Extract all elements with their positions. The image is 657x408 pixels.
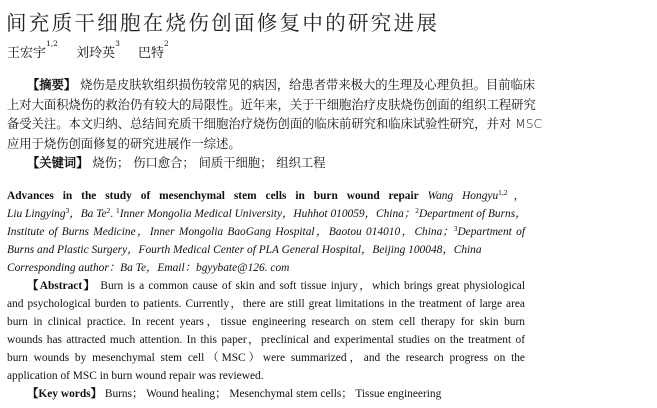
text-segment: wounds has attracted much attention. In this paper，preclinical and experimental studies on the treatment of (7, 334, 525, 346)
section-label: Advances in the study of mesenchymal stem cells in burn wound repair (7, 190, 419, 202)
text-segment: Wang Hongyu (418, 190, 499, 202)
text-segment: Liu Lingying (7, 208, 66, 220)
text-line (7, 76, 536, 96)
text-line (7, 241, 525, 259)
text-segment: Burns and Plastic Surgery，Fourth Medical Center of PLA General Hospital，Beijing 100048，China (7, 244, 482, 256)
text-line (7, 313, 525, 331)
english-header (7, 187, 525, 277)
section-label: 【Key words】 (27, 388, 102, 400)
text-segment: 烧伤是皮肤软组织损伤较常见的病因，给患者带来极大的生理及心理负担。目前临床 (76, 78, 536, 92)
text-line (7, 259, 525, 277)
author-name: 巴特 (138, 46, 165, 61)
text-segment: Institute of Burns Medicine，Inner Mongolia BaoGang Hospital，Baotou 014010，China； (7, 226, 454, 238)
author-list (7, 39, 183, 61)
author (138, 39, 169, 61)
text-segment: burn in clinical practice. In recent years，tissue engineering research on stem cell therapy for skin burn (7, 316, 525, 328)
text-segment: application of MSC in burn wound repair was reviewed. (7, 370, 264, 382)
text-line (7, 205, 525, 223)
text-line (7, 96, 536, 116)
text-segment: Inner Mongolia Medical University，Huhhot 010059，China； (119, 208, 416, 220)
text-segment: 备受关注。本文归纳、总结间充质干细胞治疗烧伤创面的临床前研究和临床试验性研究，并对 MSC (7, 117, 543, 132)
article-title: 间充质干细胞在烧伤创面修复中的研究进展 (6, 11, 440, 35)
text-segment: 上对大面积烧伤的救治仍有较大的局限性。近年来，关于干细胞治疗皮肤烧伤创面的组织工程研究 (7, 97, 536, 112)
superscript: 3 (453, 224, 458, 233)
text-segment: ， (507, 190, 525, 202)
text-line (7, 135, 525, 155)
section-label: 【关键词】 (27, 156, 89, 171)
text-line (7, 115, 543, 135)
superscript: 3 (65, 206, 70, 215)
text-line (7, 223, 525, 241)
text-segment: 烧伤； 伤口愈合； 间质干细胞； 组织工程 (88, 156, 326, 171)
text-segment: 应用于烧伤创面修复的研究进展作一综述。 (7, 136, 241, 151)
text-line (7, 385, 525, 403)
text-line (7, 187, 525, 205)
superscript: 1 (116, 206, 120, 215)
text-segment: Department of Burns， (419, 208, 527, 220)
text-segment: ，Ba Te (69, 208, 107, 220)
text-segment: Corresponding author：Ba Te，Email：bgyybate@126. com (7, 262, 290, 274)
text-line (7, 154, 525, 174)
text-line (7, 367, 525, 385)
section-label: 【摘要】 (27, 78, 77, 92)
text-line (7, 331, 525, 349)
author-name: 王宏宇 (7, 46, 47, 61)
text-segment: Department of (457, 226, 525, 238)
superscript: 2 (415, 206, 419, 215)
author-affiliation: 2 (164, 39, 169, 48)
text-segment: Burns； Wound healing； Mesenchymal stem cells； Tissue engineering (102, 388, 442, 400)
text-line (7, 295, 525, 313)
author (7, 39, 58, 61)
text-line (7, 277, 525, 295)
text-segment: Burn is a common cause of skin and soft tissue injury，which brings great physiological (96, 280, 526, 292)
section-label: 【Abstract】 (27, 280, 97, 292)
english-abstract (7, 277, 525, 403)
text-line (7, 349, 525, 367)
superscript: 1,2 (498, 188, 508, 197)
text-segment: burn wounds by mesenchymal stem cell（MSC）were summarized，and the research progress on the (7, 352, 525, 364)
text-segment: and psychological burden to patients. Currently，there are still great limitations in the treatment of large area (7, 298, 525, 310)
text-segment: . (110, 208, 116, 220)
superscript: 2 (106, 206, 111, 215)
chinese-abstract (7, 76, 543, 174)
author (76, 39, 120, 61)
author-affiliation: 1,2 (46, 39, 58, 48)
author-affiliation: 3 (115, 39, 120, 48)
author-name: 刘玲英 (76, 46, 116, 61)
